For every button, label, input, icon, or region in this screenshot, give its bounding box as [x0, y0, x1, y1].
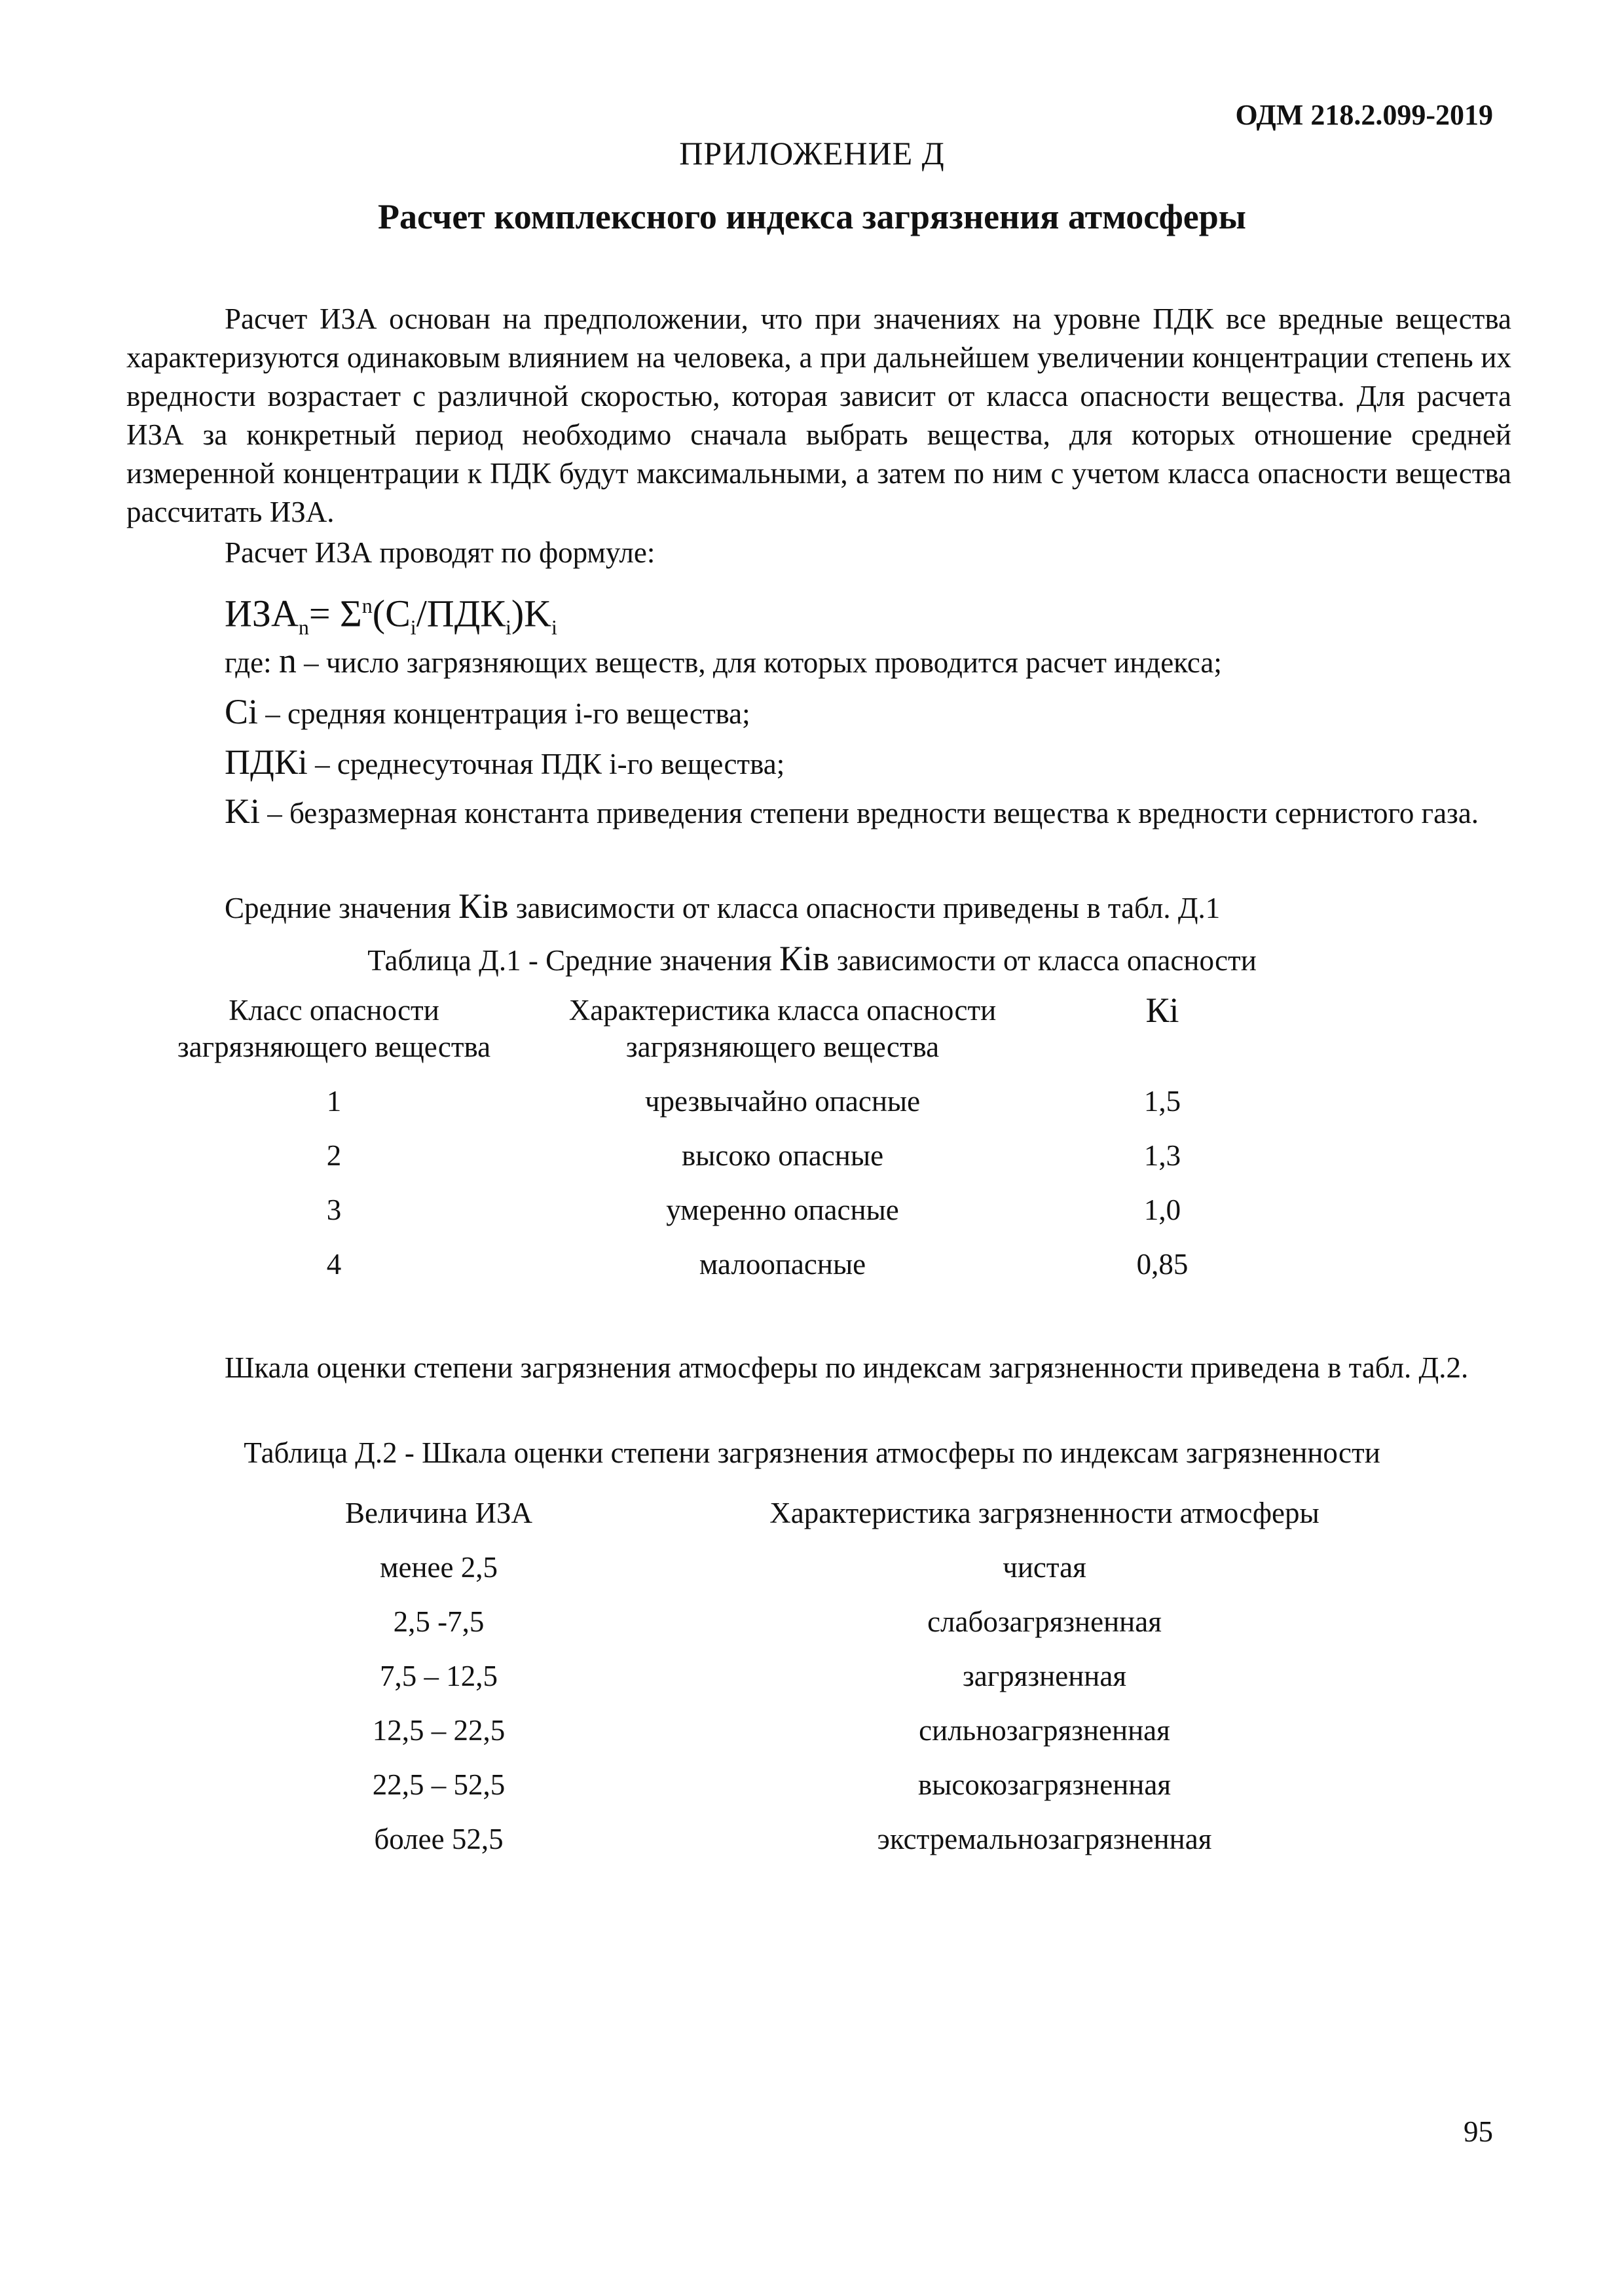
table-row	[229, 1649, 1441, 1704]
table1-cell-ki: 1,3	[1143, 1139, 1181, 1172]
formula-k-sub: i	[551, 615, 557, 639]
table1-caption-after: зависимости от класса опасности	[829, 944, 1257, 977]
definition-ci-symbol: Ci	[225, 692, 259, 731]
table1-header-row	[131, 992, 1297, 1074]
table-row	[131, 1237, 1297, 1292]
means-intro-before: Средние значения	[225, 892, 458, 924]
formula-open: (C	[372, 592, 411, 635]
table-row	[131, 1129, 1297, 1183]
table2-header-characteristic: Характеристика загрязненности атмосферы	[769, 1497, 1320, 1529]
means-intro	[126, 887, 1511, 928]
table1	[131, 992, 1297, 1292]
table2-cell-value: 12,5 – 22,5	[372, 1714, 506, 1747]
table2-cell-characteristic: слабозагрязненная	[927, 1605, 1162, 1638]
table1-cell-class: 1	[326, 1085, 342, 1118]
formula-intro: Расчет ИЗА проводят по формуле:	[225, 536, 655, 569]
table2-caption: Таблица Д.2 - Шкала оценки степени загрязнения атмосферы по индексам загрязненности	[244, 1436, 1380, 1469]
formula-close: )K	[511, 592, 552, 635]
means-intro-symbol: Кiв	[458, 886, 509, 926]
formula-sum: = Σ	[308, 592, 362, 635]
definition-ki-text: – безразмерная константа приведения степени вредности вещества к вредности сернистого газа.	[260, 797, 1479, 829]
formula-c-sub: i	[410, 615, 416, 639]
page-number: 95	[1464, 2115, 1493, 2148]
scale-paragraph: Шкала оценки степени загрязнения атмосферы по индексам загрязненности приведена в табл. Д.2.	[225, 1351, 1469, 1384]
table-row	[229, 1812, 1441, 1867]
table1-cell-characteristic: малоопасные	[699, 1248, 866, 1281]
definition-pdk-symbol: ПДКi	[225, 742, 308, 782]
definition-n-symbol: n	[278, 641, 297, 680]
definition-n-text: – число загрязняющих веществ, для которых проводится расчет индекса;	[296, 646, 1222, 679]
table2-cell-characteristic: сильнозагрязненная	[919, 1714, 1170, 1747]
formula	[225, 583, 557, 650]
table1-cell-class: 2	[326, 1139, 342, 1172]
table1-cell-class: 3	[326, 1194, 342, 1226]
intro-paragraph: Расчет ИЗА основан на предположении, что при значениях на уровне ПДК все вредные вещества характеризуются одинаковым влиянием на человека, а при дальнейшем увеличении концентрации степень их вредности возрастает с различной скоростью, которая зависит от класса опасности вещества. Для расчета ИЗА за конкретный период необходимо сначала выбрать вещества, для которых отношение средней измеренной концентрации к ПДК будут максимальными, а затем по ним с учетом класса опасности вещества рассчитать ИЗА.	[126, 302, 1511, 528]
table1-cell-ki: 0,85	[1136, 1248, 1189, 1281]
table2-cell-characteristic: чистая	[1003, 1551, 1086, 1584]
table2-header-value: Величина ИЗА	[344, 1497, 533, 1529]
formula-div: /ПДК	[416, 592, 506, 635]
table1-caption-symbol: Кiв	[779, 939, 830, 978]
table1-cell-class: 4	[326, 1248, 342, 1281]
table-row	[229, 1704, 1441, 1758]
definition-pdk-text: – среднесуточная ПДК i-го вещества;	[307, 748, 785, 780]
formula-sum-sup: n	[361, 594, 373, 617]
table2-cell-value: 22,5 – 52,5	[372, 1768, 506, 1801]
document-code: ОДМ 218.2.099-2019	[1235, 99, 1493, 131]
table-row	[131, 1074, 1297, 1129]
table2-cell-characteristic: экстремальнозагрязненная	[877, 1823, 1212, 1855]
table1-caption	[0, 939, 1624, 980]
definition-n-prefix: где:	[225, 646, 279, 679]
table1-cell-characteristic: умеренно опасные	[666, 1194, 899, 1226]
definition-ki	[126, 792, 1511, 833]
table2-cell-value: менее 2,5	[380, 1551, 498, 1584]
definition-ki-symbol: Ki	[225, 792, 260, 831]
definition-ci	[126, 693, 1511, 733]
formula-lhs: ИЗА	[225, 592, 299, 635]
table2-cell-value: 2,5 -7,5	[393, 1605, 485, 1638]
table1-cell-characteristic: высоко опасные	[681, 1139, 884, 1172]
table2-cell-value: 7,5 – 12,5	[380, 1660, 498, 1692]
table-row	[229, 1540, 1441, 1595]
table-row	[229, 1758, 1441, 1812]
table-row	[131, 1183, 1297, 1237]
table1-caption-before: Таблица Д.1 - Средние значения	[367, 944, 780, 977]
definition-ci-text: – средняя концентрация i-го вещества;	[258, 697, 750, 730]
definition-n	[126, 642, 1511, 682]
table1-header-class: Класс опасности загрязняющего вещества	[177, 994, 491, 1063]
definition-pdk	[126, 743, 1511, 784]
table-row	[229, 1595, 1441, 1649]
section-title: Расчет комплексного индекса загрязнения атмосферы	[378, 197, 1246, 236]
table2-cell-value: более 52,5	[374, 1823, 504, 1855]
table1-cell-ki: 1,5	[1143, 1085, 1181, 1118]
means-intro-after: зависимости от класса опасности приведены в табл. Д.1	[508, 892, 1221, 924]
table2-header-row	[229, 1486, 1441, 1540]
table1-header-ki: Кi	[1145, 991, 1179, 1030]
table2-cell-characteristic: загрязненная	[962, 1660, 1127, 1692]
table1-header-characteristic: Характеристика класса опасности загрязняющего вещества	[568, 994, 997, 1063]
table1-cell-ki: 1,0	[1143, 1194, 1181, 1226]
table1-cell-characteristic: чрезвычайно опасные	[644, 1085, 921, 1118]
formula-pdk-sub: i	[505, 615, 511, 639]
table2	[229, 1486, 1441, 1867]
table2-cell-characteristic: высокозагрязненная	[917, 1768, 1172, 1801]
appendix-title: ПРИЛОЖЕНИЕ Д	[679, 135, 945, 172]
formula-lhs-sub: n	[298, 615, 309, 639]
